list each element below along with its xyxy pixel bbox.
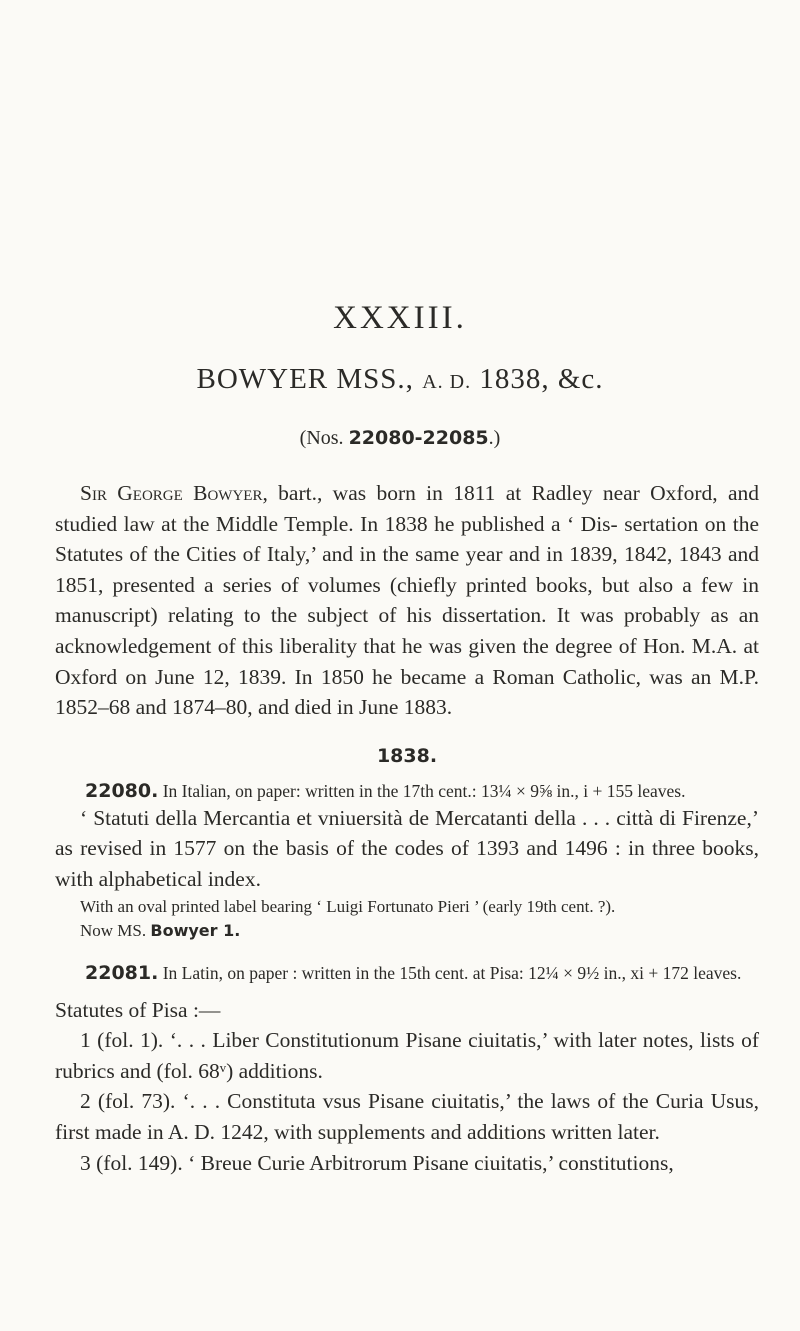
statute-item: 3 (fol. 149). ‘ Breue Curie Arbitrorum Pisane ciuitatis,’ constitutions, xyxy=(80,1150,674,1175)
shelfmark-ref: Bowyer 1. xyxy=(150,920,241,940)
chapter-title xyxy=(0,363,800,396)
title-ad: A. D. xyxy=(422,371,472,393)
entry-header xyxy=(55,779,759,803)
entry-description: ‘ Statuti della Mercantia et vniuersità de Mercatanti della . . . città di Firenze,’ as revised in 1577 on the basis of the codes of 1393 and 1496 : in three books, with alphabetical index. xyxy=(55,805,759,891)
statute-item: 1 (fol. 1). ‘. . . Liber Constitutionum Pisane ciuitatis,’ with later notes, lists of rubrics and (fol. 68ᵛ) additions. xyxy=(55,1028,759,1083)
intro-text: bart., was born in 1811 at Radley near Oxford, and studied law at the Middle Temple. In 1838 he published a ‘ Dis- sertation on the Statutes of the Cities of Italy,’ and in the same year and in 1839, 1842, 1843 and 1851, presented a series of volumes (chiefly printed books, but also a few in manuscript) relating to the subject of his dissertation. It was probably as an acknowledgement of this liberality that he was given the degree of Hon. M.A. at Oxford on June 12, 1839. In 1850 he became a Roman Catholic, was an M.P. 1852–68 and 1874–80, and died in June 1883. xyxy=(55,481,759,720)
statute-item: 2 (fol. 73). ‘. . . Constituta vsus Pisane ciuitatis,’ the laws of the Curia Usus, first made in A. D. 1242, with supplements and additions written later. xyxy=(55,1089,759,1144)
title-main: BOWYER MSS., xyxy=(196,363,414,395)
chapter-number: XXXIII. xyxy=(333,300,467,336)
title-rest: 1838, &c. xyxy=(479,363,604,395)
statutes-heading: Statutes of Pisa :— xyxy=(55,997,221,1022)
entry-note: With an oval printed label bearing ‘ Luigi Fortunato Pieri ’ (early 19th cent. ?). xyxy=(80,896,616,916)
document-body xyxy=(55,478,759,1178)
entry-header xyxy=(55,961,759,985)
intro-paragraph xyxy=(55,478,759,723)
entry-physical-description: In Latin, on paper : written in the 15th cent. at Pisa: 12¼ × 9½ in., xi + 172 leaves. xyxy=(162,962,742,983)
nos-range: 22080-22085 xyxy=(348,427,489,449)
nos-suffix: .) xyxy=(488,427,501,449)
intro-name: Sir George Bowyer, xyxy=(80,481,268,505)
entry-number: 22080. xyxy=(85,779,159,802)
year-heading: 1838. xyxy=(376,744,438,767)
nos-prefix: (Nos. xyxy=(299,427,344,449)
entry-number: 22081. xyxy=(85,961,159,984)
entry-shelfmark xyxy=(55,919,759,943)
entry-physical-description: In Italian, on paper: written in the 17th cent.: 13¼ × 9⅝ in., i + 155 leaves. xyxy=(162,780,686,801)
shelfmark-prefix: Now MS. xyxy=(80,920,147,940)
numbers-range xyxy=(0,427,800,450)
